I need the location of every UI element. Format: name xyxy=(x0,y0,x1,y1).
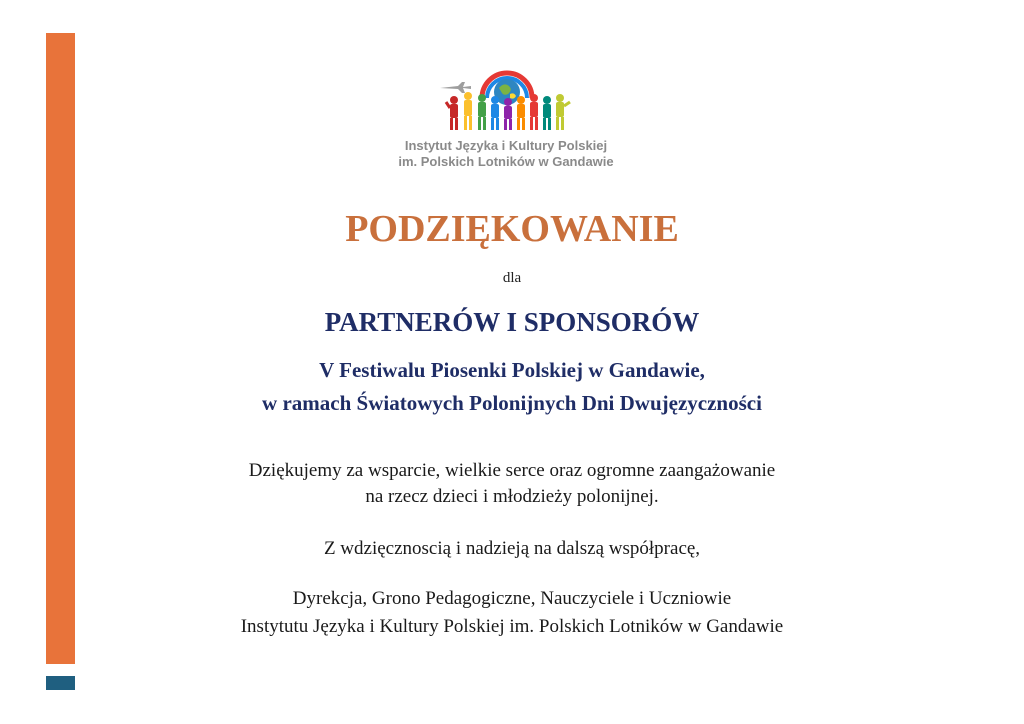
signature-line-2: Instytutu Języka i Kultury Polskiej im. Polskich Lotników w Gandawie xyxy=(240,616,784,637)
signature-line-1: Dyrekcja, Grono Pedagogiczne, Nauczyciele i Uczniowie xyxy=(292,588,732,609)
institute-logo xyxy=(432,62,582,136)
blue-corner-block xyxy=(46,676,75,690)
regards-line: Z wdzięcznoscią i nadzieją na dalszą współpracę, xyxy=(323,538,701,559)
festival-line-2: w ramach Światowych Polonijnych Dni Dwujęzyczności xyxy=(262,391,762,415)
main-title: PODZIĘKOWANIE xyxy=(345,208,679,250)
festival-line-1: V Festiwalu Piosenki Polskiej w Gandawie, xyxy=(319,358,705,382)
recipients-title: PARTNERÓW I SPONSORÓW xyxy=(324,307,700,337)
children-globe-icon xyxy=(432,62,582,136)
thanks-line-2: na rzecz dzieci i młodzieży polonijnej. xyxy=(365,486,659,507)
institute-name-line-1: Instytut Języka i Kultury Polskiej xyxy=(404,138,608,153)
for-word: dla xyxy=(502,270,522,286)
orange-side-bar xyxy=(46,33,75,664)
institute-name-line-2: im. Polskich Lotników w Gandawie xyxy=(398,154,614,169)
thanks-line-1: Dziękujemy za wsparcie, wielkie serce oraz ogromne zaangażowanie xyxy=(248,460,776,481)
